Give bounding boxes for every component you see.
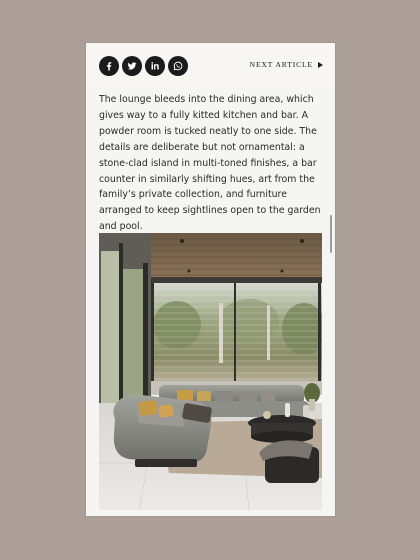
linkedin-icon[interactable]	[145, 56, 165, 76]
article-toolbar	[86, 43, 335, 87]
article-photo	[99, 233, 322, 510]
next-article-link[interactable]	[250, 60, 323, 69]
play-arrow-icon	[318, 62, 323, 68]
interior-living-room-image	[99, 233, 322, 510]
article-paragraph: The lounge bleeds into the dining area, which gives way to a fully kitted kitchen and bar. A powder room is tucked neatly to one side. The details are deliberate but not ornamental: a stone-clad island in multi-toned finishes, a bar counter in similarly shifting hues, art from the family’s private collection, and furniture arranged to keep sightlines open to the garden and pool.	[99, 94, 321, 233]
whatsapp-icon[interactable]	[168, 56, 188, 76]
twitter-icon[interactable]	[122, 56, 142, 76]
scrollbar-thumb[interactable]	[330, 215, 332, 253]
share-buttons	[99, 56, 188, 76]
article-card	[86, 43, 335, 516]
next-article-label: NEXT ARTICLE	[249, 60, 313, 69]
facebook-icon[interactable]	[99, 56, 119, 76]
